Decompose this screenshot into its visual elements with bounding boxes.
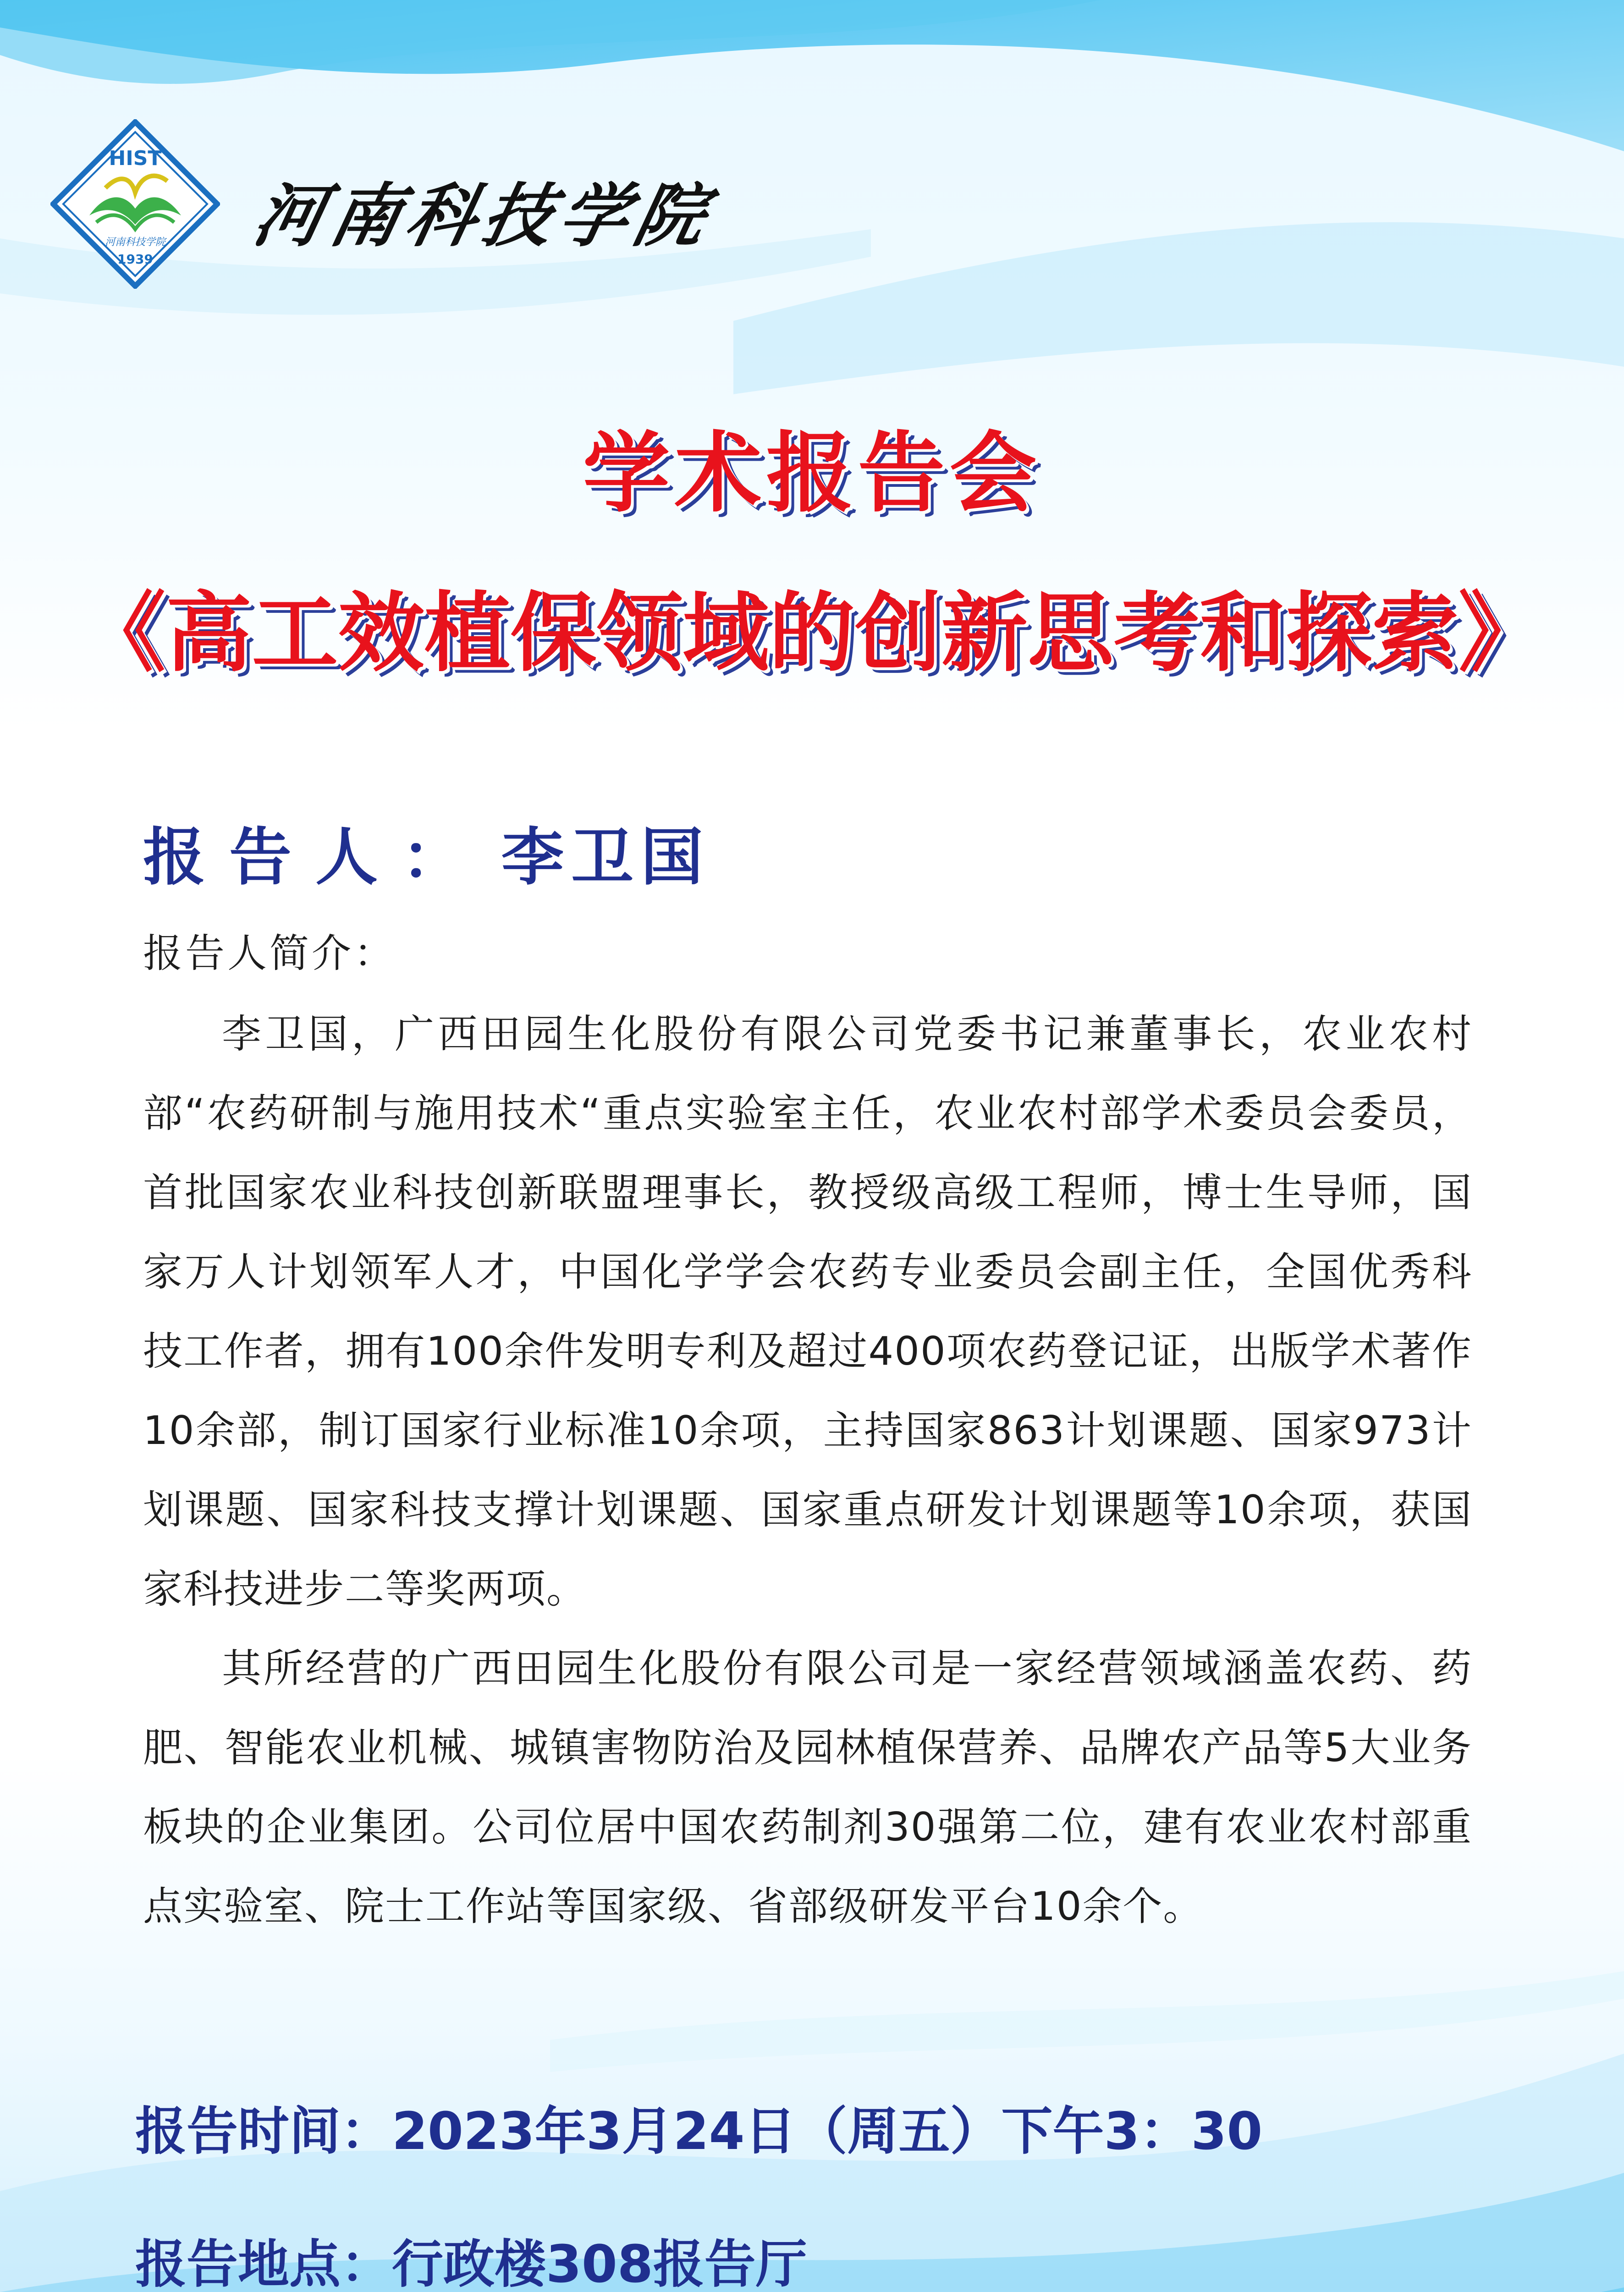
header (50, 119, 738, 303)
time-label: 报告时间： (135, 2102, 392, 2161)
page-title: 学术报告会 (583, 423, 1041, 524)
place-label: 报告地点： (135, 2235, 392, 2292)
intro-heading: 报告人简介： (143, 931, 396, 976)
reporter-label: 报告人： (143, 821, 488, 894)
report-time (135, 2090, 1262, 2164)
bio-body (143, 995, 1472, 1946)
reporter-line (143, 807, 710, 897)
place-value: 行政楼308报告厅 (392, 2235, 807, 2292)
logo-text-top: HIST (109, 147, 162, 170)
report-location (135, 2223, 807, 2292)
time-value: 2023年3月24日（周五）下午3：30 (392, 2102, 1263, 2161)
school-logo (50, 119, 220, 289)
logo-year-text: 1939 (117, 252, 153, 267)
school-name: 河南科技学院 (247, 176, 721, 256)
report-subtitle: 《高工效植保领域的创新思考和探索》 (79, 583, 1545, 683)
bio-paragraph: 李卫国，广西田园生化股份有限公司党委书记兼董事长，农业农村部“农药研制与施用技术“重点实验室主任，农业农村部学术委员会委员，首批国家农业科技创新联盟理事长，教授级高级工程师，博士生导师，国家万人计划领军人才，中国化学学会农药专业委员会副主任，全国优秀科技工作者，拥有100余件发明专利及超过400项农药登记证，出版学术著作10余部，制订国家行业标准10余项，主持国家863计划课题、国家973计划课题、国家科技支撑计划课题、国家重点研发计划课题等10余项，获国家科技进步二等奖两项。 (143, 1011, 1472, 1612)
reporter-name: 李卫国 (501, 821, 710, 894)
logo-script-text: 河南科技学院 (105, 237, 166, 248)
bio-paragraph: 其所经营的广西田园生化股份有限公司是一家经营领域涵盖农药、药肥、智能农业机械、城镇害物防治及园林植保营养、品牌农产品等5大业务板块的企业集团。公司位居中国农药制剂30强第二位，建有农业农村部重点实验室、院士工作站等国家级、省部级研发平台10余个。 (143, 1646, 1472, 1929)
